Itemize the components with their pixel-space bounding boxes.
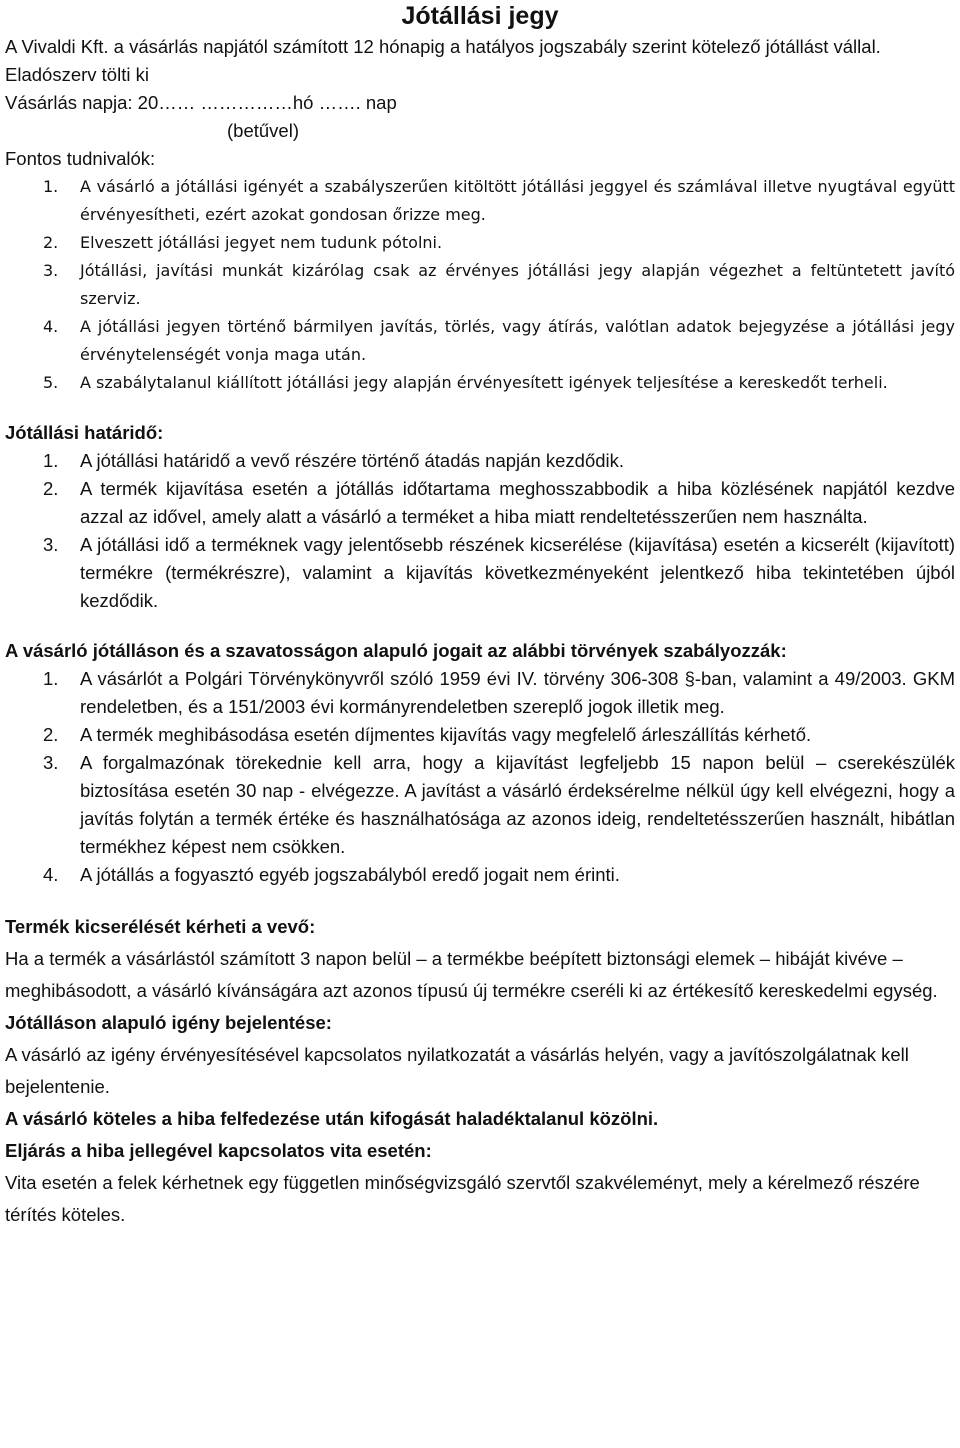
- list-item: 1. A jótállási határidő a vevő részére történő átadás napján kezdődik.: [43, 450, 625, 471]
- list-item: 2. Elveszett jótállási jegyet nem tudunk pótolni.: [43, 233, 443, 252]
- vita-text: Vita esetén a felek kérhetnek egy független minőségvizsgáló szervtől szakvéleményt, mely a kérelmező részére térítés köteles.: [5, 1172, 920, 1225]
- warranty-document: [5, 0, 955, 1231]
- list-item: 2. A termék kijavítása esetén a jótállás időtartama meghosszabbodik a hiba közlésének napjától kezdve azzal az idővel, amely alatt a vásárló a terméket a hiba miatt rendeltetésszerűen nem használta.: [43, 478, 955, 527]
- list-item: 1. A vásárlót a Polgári Törvénykönyvről szóló 1959 évi IV. törvény 306-308 §-ban, valamint a 49/2003. GKM rendeletben, és a 151/2003 évi kormányrendeletben szereplő jogok illetik meg.: [43, 668, 955, 717]
- kicsereles-heading: Termék kicserélését kérheti a vevő:: [5, 916, 316, 937]
- fontos-heading: Fontos tudnivalók:: [5, 148, 156, 169]
- bejelentes-heading: Jótálláson alapuló igény bejelentése:: [5, 1012, 332, 1033]
- page-title: Jótállási jegy: [401, 2, 559, 30]
- purchase-date-field: Vásárlás napja: 20…… ……………hó ……. nap: [5, 92, 397, 113]
- list-item: 4. A jótállási jegyen történő bármilyen javítás, törlés, vagy átírás, valótlan adatok bejegyzése a jótállási jegy érvénytelenségét vonja maga után.: [43, 317, 955, 364]
- list-item: 4. A jótállás a fogyasztó egyéb jogszabályból eredő jogait nem érinti.: [43, 864, 620, 885]
- list-item: 5. A szabálytalanul kiállított jótállási jegy alapján érvényesített igények teljesítése a kereskedőt terheli.: [43, 373, 888, 392]
- bejelentes-text: A vásárló az igény érvényesítésével kapcsolatos nyilatkozatát a vásárlás helyén, vagy a javítószolgálatnak kell bejelentenie.: [5, 1044, 909, 1097]
- koteles-text: A vásárló köteles a hiba felfedezése után kifogását haladéktalanul közölni.: [5, 1108, 659, 1129]
- intro-text: A Vivaldi Kft. a vásárlás napjától számított 12 hónapig a hatályos jogszabály szerint kötelező jótállást vállal.: [5, 36, 881, 57]
- list-item: 3. A forgalmazónak törekednie kell arra, hogy a kijavítást legfeljebb 15 napon belül – cserekészülék biztosítása esetén 30 nap - elvégezze. A javítást a vásárló érdeksérelme nélkül úgy kell elvégezni, hogy a javítás folytán a termék értéke és használhatósága az azonos ideig, rendeltetésszerűen használt, hibátlan termékhez képest nem csökken.: [43, 752, 955, 857]
- list-item: 1. A vásárló a jótállási igényét a szabályszerűen kitöltött jótállási jeggyel és számlával illetve nyugtával együtt érvényesítheti, ezért azokat gondosan őrizze meg.: [43, 177, 955, 224]
- eladoszerv-label: Eladószerv tölti ki: [5, 64, 149, 85]
- list-item: 3. A jótállási idő a terméknek vagy jelentősebb részének kicserélése (kijavítása) esetén a kicserélt (kijavított) termékre (termékrészre), valamint a kijavítás következményeként jelentkező hiba tekintetében újból kezdődik.: [43, 534, 955, 611]
- torvenyek-list: [5, 665, 955, 889]
- list-item: 3. Jótállási, javítási munkát kizárólag csak az érvényes jótállási jegy alapján végezhet a feltüntetett javító szerviz.: [43, 261, 955, 308]
- kicsereles-text: Ha a termék a vásárlástól számított 3 napon belül – a termékbe beépített biztonsági elemek – hibáját kivéve – meghibásodott, a vásárló kívánságára azt azonos típusú új termékre cseréli ki az értékesítő kereskedelmi egység.: [5, 948, 938, 1001]
- torvenyek-heading: A vásárló jótálláson és a szavatosságon alapuló jogait az alábbi törvények szabályozzák:: [5, 640, 787, 661]
- list-item: 2. A termék meghibásodása esetén díjmentes kijavítás vagy megfelelő árleszállítás kérhető.: [43, 724, 812, 745]
- hatarido-list: [5, 447, 955, 615]
- betuvel-hint: (betűvel): [227, 120, 299, 141]
- hatarido-heading: Jótállási határidő:: [5, 422, 164, 443]
- vita-heading: Eljárás a hiba jellegével kapcsolatos vita esetén:: [5, 1140, 432, 1161]
- fontos-list: [5, 173, 955, 397]
